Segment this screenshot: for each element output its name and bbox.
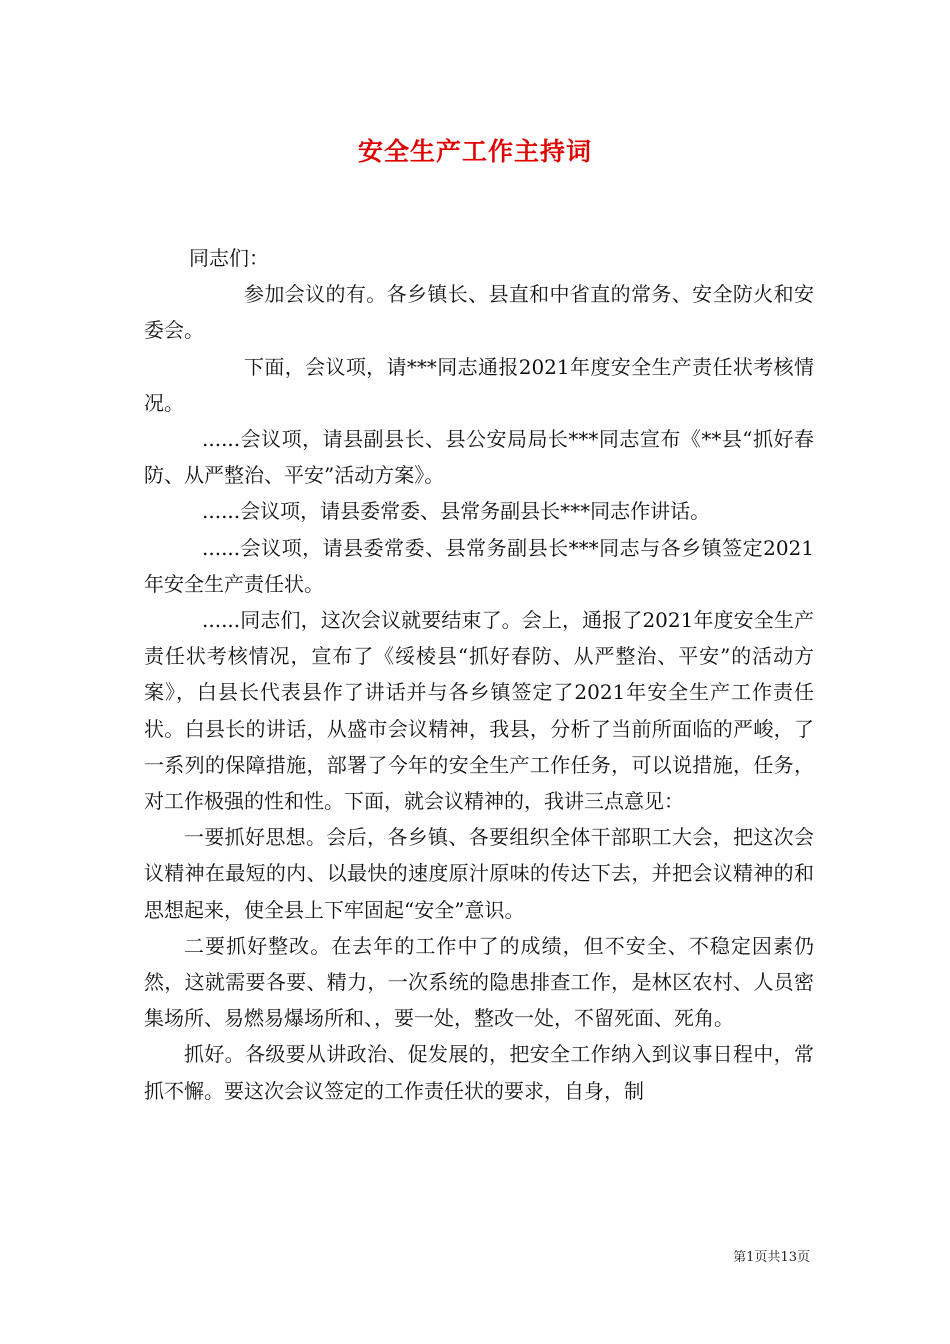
document-body	[144, 240, 814, 1109]
greeting: 同志们：	[189, 246, 269, 270]
paragraph-agenda-2: ......会议项，请县副县长、县公安局局长***同志宣布《**县“抓好春防、从严整治、平安”活动方案》。	[144, 427, 814, 488]
paragraph-point-2: 二要抓好整改。在去年的工作中了的成绩，但不安全、不稳定因素仍然，这就需要各要、精力，一次系统的隐患排查工作，是林区农村、人员密集场所、易燃易爆场所和、，要一处，整改一处，不留死面、死角。	[144, 933, 814, 1031]
paragraph-agenda-1: 下面，会议项，请***同志通报2021年度安全生产责任状考核情况。	[144, 354, 814, 415]
paragraph-point-3: 抓好。各级要从讲政治、促发展的，把安全工作纳入到议事日程中，常抓不懈。要这次会议签定的工作责任状的要求，自身，制	[144, 1042, 814, 1103]
paragraph-agenda-4: ......会议项，请县委常委、县常务副县长***同志与各乡镇签定2021年安全生产责任状。	[144, 535, 814, 596]
document-title: 安全生产工作主持词	[357, 137, 592, 166]
paragraph-point-1: 一要抓好思想。会后，各乡镇、各要组织全体干部职工大会，把这次会议精神在最短的内、以最快的速度原汁原味的传达下去，并把会议精神的和思想起来，使全县上下牢固起“安全”意识。	[144, 825, 814, 922]
paragraph-attendees: 参加会议的有。各乡镇长、县直和中省直的常务、安全防火和安委会。	[144, 282, 814, 343]
paragraph-agenda-3: ......会议项，请县委常委、县常务副县长***同志作讲话。	[202, 499, 711, 524]
paragraph-summary: ......同志们，这次会议就要结束了。会上，通报了2021年度安全生产责任状考核情况，宣布了《绥棱县“抓好春防、从严整治、平安”的活动方案》，白县长代表县作了讲话并与各乡镇签定了2021年安全生产工作责任状。白县长的讲话，从盛市会议精神，我县，分析了当前所面临的严峻，了一系列的保障措施，部署了今年的安全生产工作任务，可以说措施，任务，对工作极强的性和性。下面，就会议精神的，我讲三点意见：	[144, 608, 814, 814]
page-number: 第1页共13页	[733, 1250, 810, 1265]
